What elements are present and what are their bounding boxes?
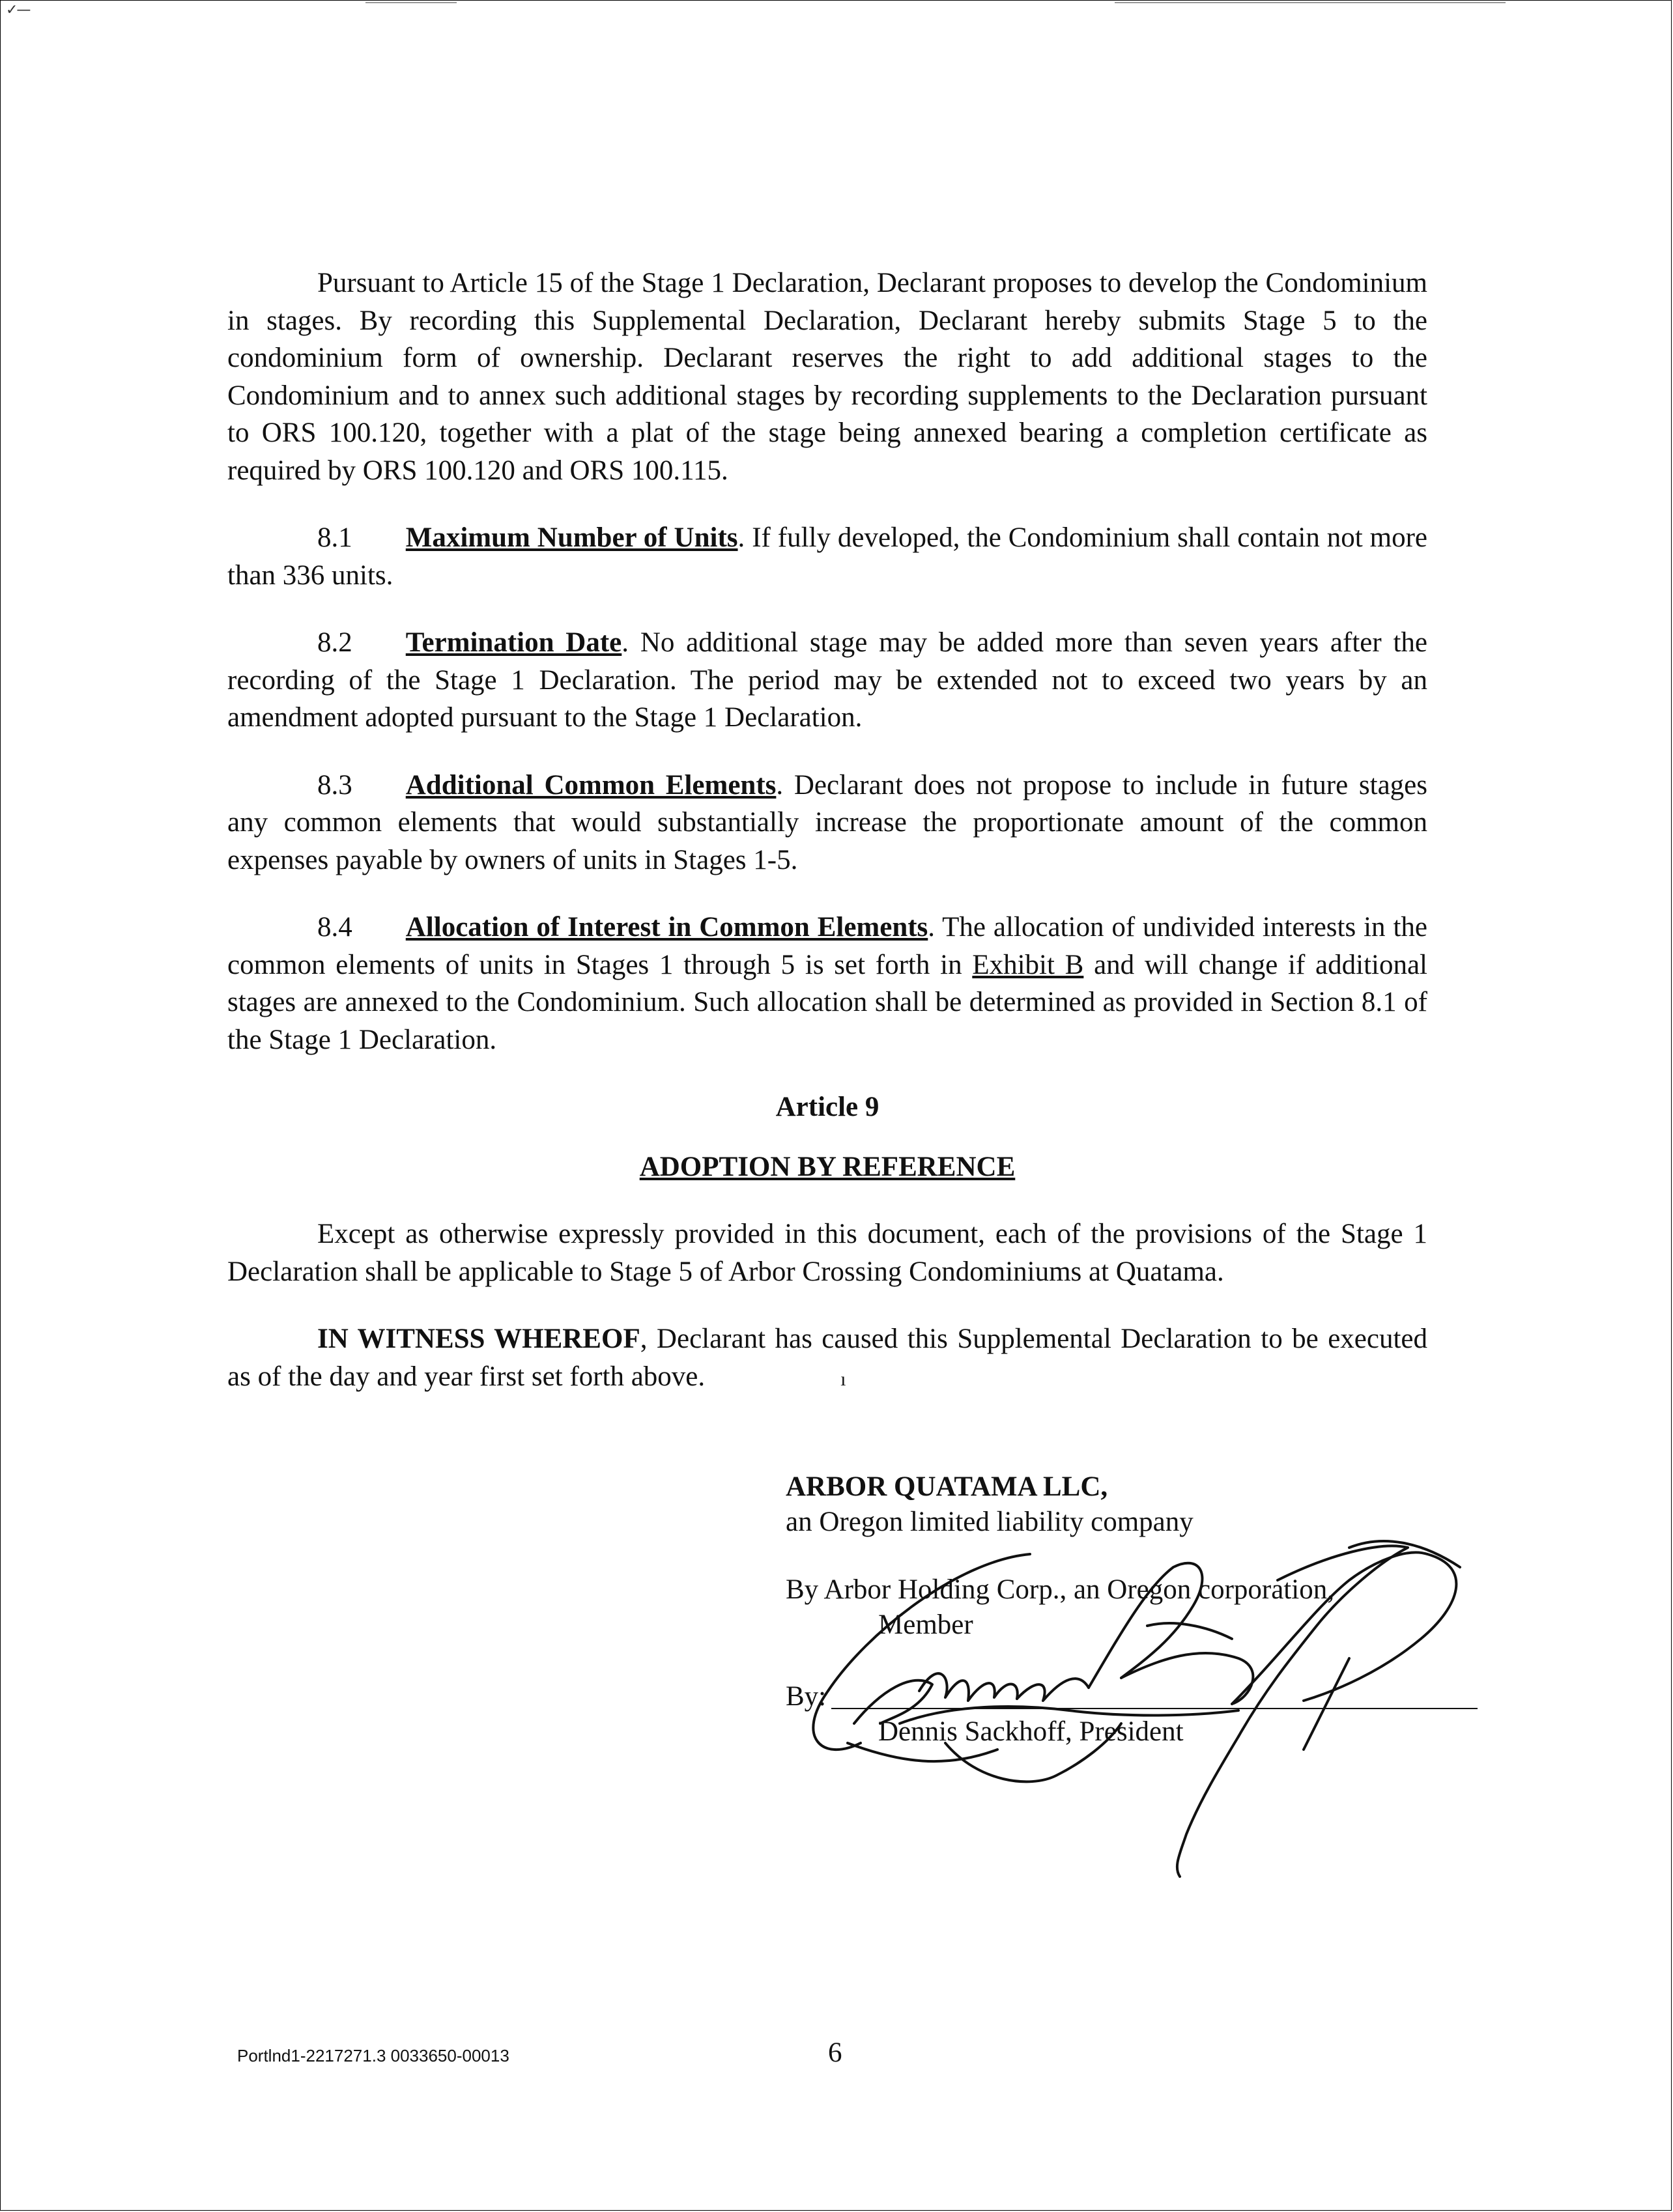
section-8-2 [227,624,1427,737]
section-number: 8.4 [317,912,352,943]
section-text: . No additional stage may be added more than seven years after the recording of the Stage 1 Declaration. The period may be extended not to exceed two years by an amendment adopted pursuant to the Stage 1 Declaration. [227,627,1428,733]
section-heading: Allocation of Interest in Common Elements [405,912,928,943]
section-number: 8.2 [317,627,352,658]
section-8-4 [227,909,1427,1058]
section-text: . The allocation of undivided interests in the common elements of units in Stages 1 through 5 is set forth in [227,912,1427,980]
intro-paragraph: Pursuant to Article 15 of the Stage 1 Declaration, Declarant proposes to develop the Condominium in stages. By recording this Supplemental Declaration, Declarant hereby submits Stage 5 to the condominium form of ownership. Declarant reserves the right to add additional stages to the Condominium and to annex such additional stages by recording supplements to the Declaration pursuant to ORS 100.120, together with a plat of the stage being annexed bearing a completion certificate as required by ORS 100.120 and ORS 100.115. [227,268,1427,486]
section-number: 8.1 [317,522,352,553]
by-holding-corp: By Arbor Holding Corp., an Oregon corporation, [786,1574,1334,1605]
by-label: By: [786,1681,827,1712]
witness-lead: IN WITNESS WHEREOF [317,1324,640,1354]
scan-mark: ✓— [6,2,30,18]
section-text: . If fully developed, the Condominium shall contain not more than 336 units. [227,522,1428,591]
document-code: Portlnd1-2217271.3 0033650-00013 [237,2046,509,2065]
signer-name: Dennis Sackhoff, President [878,1716,1184,1747]
article-title: ADOPTION BY REFERENCE [639,1151,1016,1182]
article-paragraph: Except as otherwise expressly provided in this document, each of the provisions of the Stage 1 Declaration shall be applicable to Stage 5 of Arbor Crossing Condominiums at Quatama. [227,1219,1427,1287]
scan-edge-line [1115,2,1506,3]
stray-mark: ı [840,1368,846,1390]
section-heading: Additional Common Elements [405,769,777,801]
section-number: 8.3 [317,769,352,801]
scan-edge-line [365,2,457,3]
handwritten-signature [782,1528,1499,1893]
section-text: and will change if additional stages are annexed to the Condominium. Such allocation shall be determined as provided in Section 8.1 of the Stage 1 Declaration. [227,949,1427,1055]
section-text: . Declarant does not propose to include in future stages any common elements that would substantially increase the proportionate amount of the common expenses payable by owners of units in Stages 1-5. [227,769,1427,875]
section-heading: Maximum Number of Units [405,522,738,553]
witness-paragraph [227,1320,1427,1398]
section-heading: Termination Date [405,627,622,658]
member-label: Member [878,1609,973,1640]
witness-text: , Declarant has caused this Supplemental Declaration to be executed as of the day and year first set forth above. [227,1324,1427,1392]
document-body [227,264,1427,1398]
section-8-3 [227,767,1427,879]
page-number: 6 [828,2037,842,2068]
section-8-1 [227,519,1427,594]
exhibit-b-reference: Exhibit B [972,949,1084,980]
company-name: ARBOR QUATAMA LLC, [786,1471,1108,1502]
company-description: an Oregon limited liability company [786,1507,1194,1537]
article-label: Article 9 [775,1092,879,1122]
